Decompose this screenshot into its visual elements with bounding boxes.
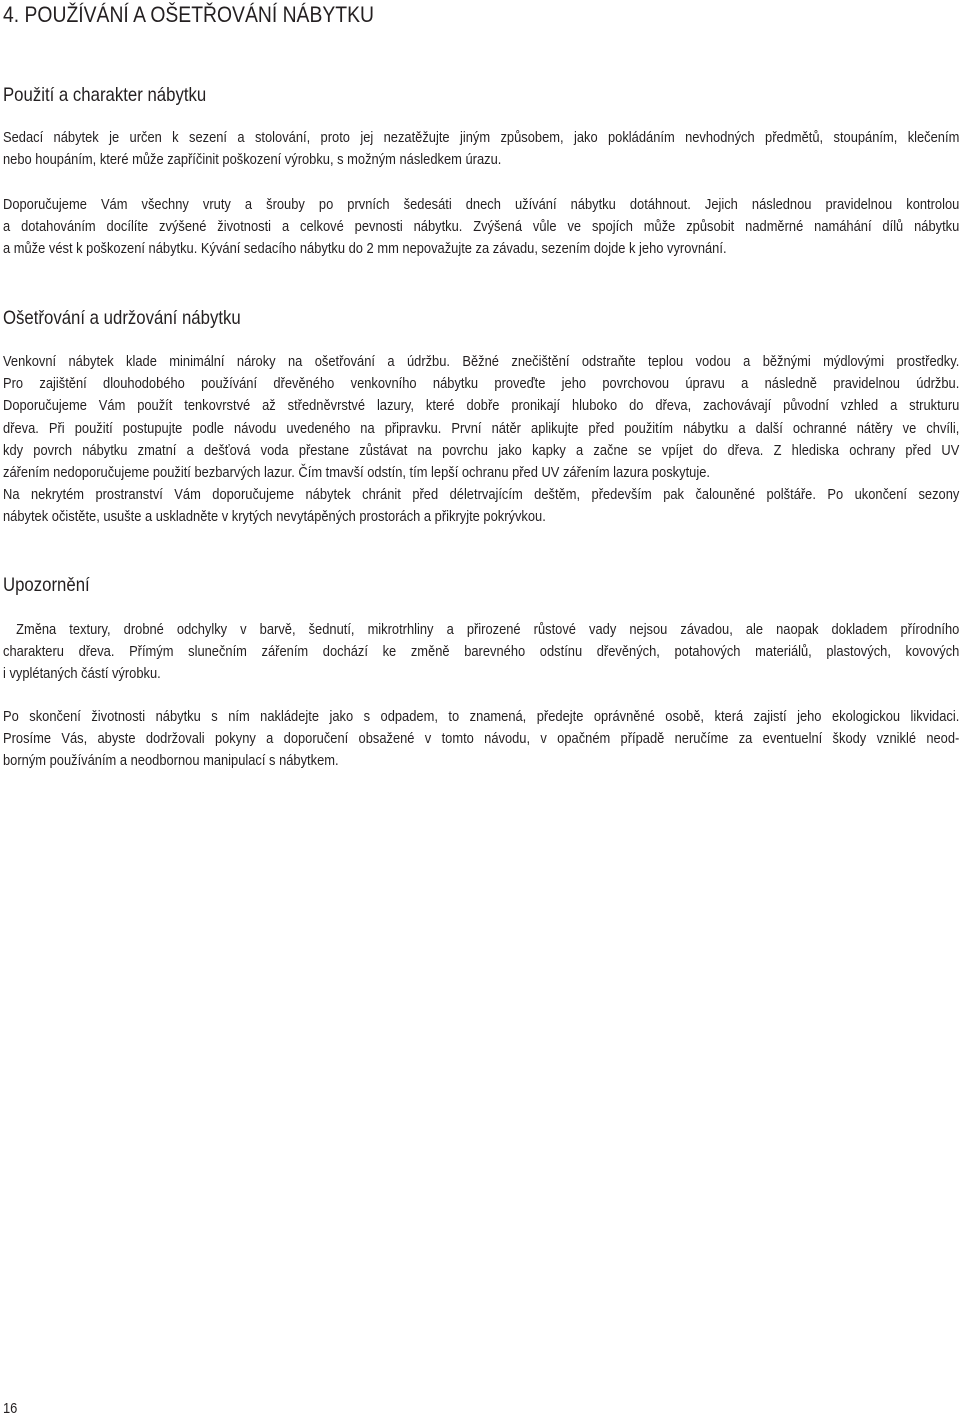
text-line: Změna textury, drobné odchylky v barvě, šednutí, mikrotrhliny a přirozené růstové vady nejsou závadou, ale naopak dokladem přírodního [3,621,960,638]
section-heading-care: Ošetřování a udržování nábytku [3,307,241,329]
section-heading-usage: Použití a charakter nábytku [3,84,207,106]
text-line: Pro zajištění dlouhodobého používání dřevěného venkovního nábytku proveďte jeho povrchovou úpravu a následně pravidelnou údržbu. [3,375,960,393]
section-heading-warning: Upozornění [3,574,90,596]
text-line: Prosíme Vás, abyste dodržovali pokyny a doporučení obsažené v tomto návodu, v opačném případě neručíme za eventuelní škody vzniklé neod- [3,730,960,748]
paragraph-warning-disposal [3,706,959,773]
text-line: Po skončení životnosti nábytku s ním nakládejte jako s odpadem, to znamená, předejte oprávněné osobě, která zajistí jeho ekologickou likvidaci. [3,708,960,725]
text-line: a může vést k poškození nábytku. Kývání sedacího nábytku do 2 mm nepovažujte za závadu, sezením dojde k jeho vyrovnání. [3,240,727,258]
text-line: borným používáním a neodbornou manipulací s nábytkem. [3,752,339,770]
text-line: Na nekrytém prostranství Vám doporučujeme nábytek chránit před déletrvajícím deštěm, především pak čalouněné polštáře. Po ukončení sezony [3,486,960,504]
text-line: Doporučujeme Vám použít tenkovrstvé až středněvrstvé lazury, které dobře pronikají hluboko do dřeva, zachovávají původní vzhled a strukturu [3,397,960,415]
paragraph-usage-screws [3,194,959,261]
text-line: Doporučujeme Vám všechny vruty a šrouby po prvních šedesáti dnech užívání nábytku dotáhnout. Jejich následnou pravidelnou kontrolou [3,196,960,213]
text-line: Sedací nábytek je určen k sezení a stolování, proto jej nezatěžujte jiným způsobem, jako pokládáním nevhodných předmětů, stoupáním, klečením [3,129,960,146]
text-line: Venkovní nábytek klade minimální nároky na ošetřování a údržbu. Běžné znečištění odstraňte teplou vodou a běžnými mýdlovými prostředky. [3,353,960,370]
paragraph-usage-purpose [3,127,959,171]
paragraph-warning-wood [3,619,959,686]
text-line: kdy povrch nábytku zmatní a dešťová voda přestane zůstávat na povrchu jako kapky a začne se vpíjet do dřeva. Z hlediska ochrany před UV [3,441,960,459]
text-line: a dotahováním docílíte zvýšené životnosti a celkové pevnosti nábytku. Zvýšená vůle ve spojích může způsobit nadměrné namáhání dílů nábytku [3,218,960,236]
text-line: nábytek očistěte, usušte a uskladněte v krytých nevytápěných prostorách a přikryjte pokrývkou. [3,508,546,526]
text-line: nebo houpáním, které může zapříčinit poškození výrobku, s možným následkem úrazu. [3,151,502,169]
paragraph-care-maintenance [3,351,959,529]
text-line: i vyplétaných částí výrobku. [3,665,161,683]
text-line: zářením nedoporučujeme použití bezbarvých lazur. Čím tmavší odstín, tím lepší ochranu před UV zářením lazura poskytuje. [3,464,710,482]
page-number: 16 [3,1400,18,1417]
document-title: 4. POUŽÍVÁNÍ A OŠETŘOVÁNÍ NÁBYTKU [3,2,374,27]
text-line: charakteru dřeva. Přímým slunečním zářením dochází ke změně barevného odstínu dřevěných, potahových materiálů, plastových, kovových [3,643,960,661]
text-line: dřeva. Při použití postupujte podle návodu uvedeného na připravku. První nátěr aplikujte před použitím nábytku a další ochranné nátěry ve chvíli, [3,419,960,437]
